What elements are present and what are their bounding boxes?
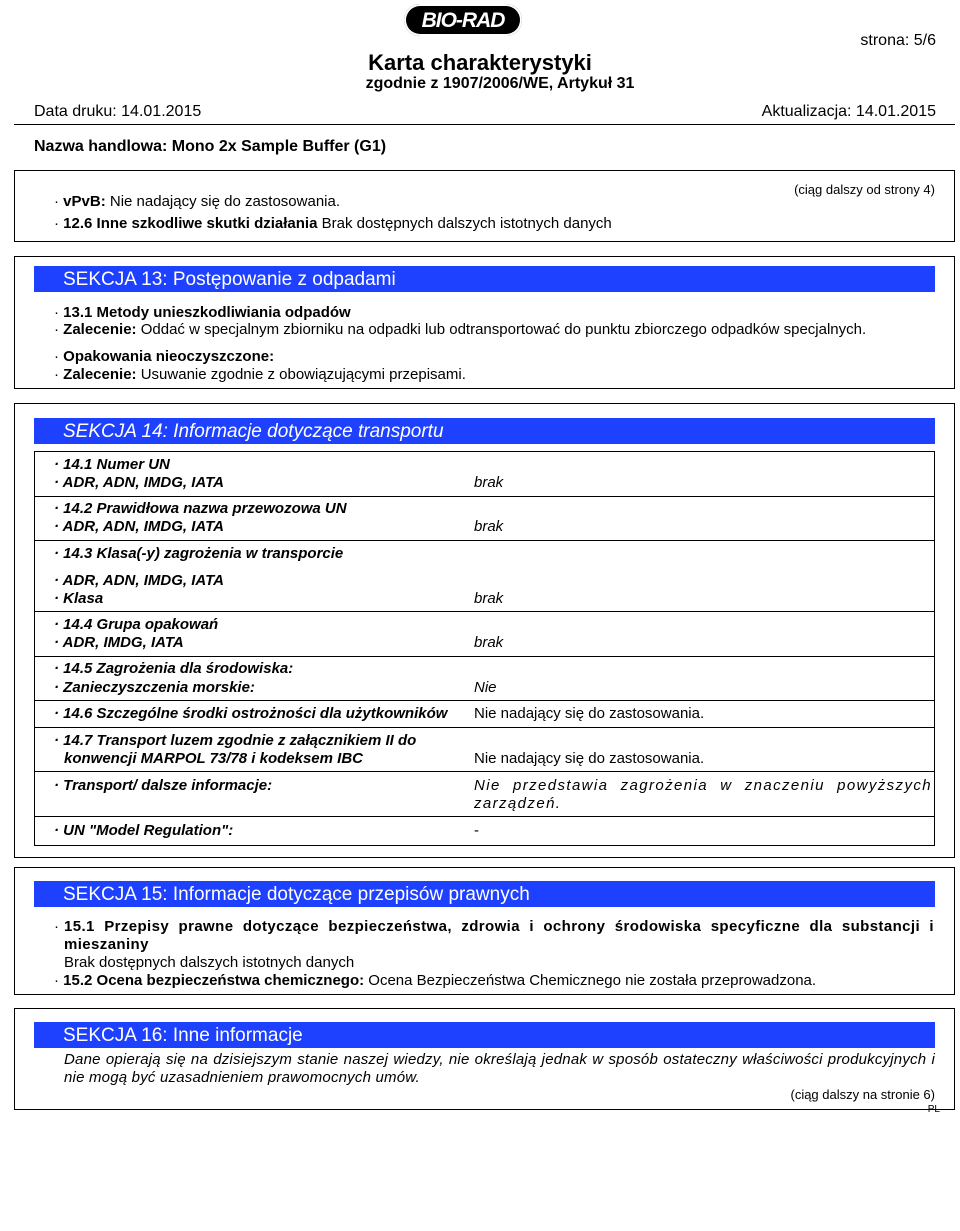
transport-divider — [34, 816, 935, 817]
r147-divider — [34, 771, 935, 772]
pack-label: Opakowania nieoczyszczone: — [63, 348, 275, 365]
r141-title: · 14.1 Numer UN — [54, 456, 170, 473]
continued-to: (ciąg dalszy na stronie 6) — [790, 1087, 935, 1102]
model-label: · UN "Model Regulation": — [54, 822, 234, 839]
page-number: strona: 5/6 — [860, 32, 936, 49]
r142-value: brak — [474, 518, 504, 535]
s126-label: 12.6 Inne szkodliwe skutki działania — [63, 215, 318, 232]
r142-label: · ADR, ADN, IMDG, IATA — [54, 518, 224, 535]
transport-label: · Transport/ dalsze informacje: — [54, 777, 273, 794]
r143-class-label: · Klasa — [54, 590, 104, 607]
s151-value: Brak dostępnych dalszych istotnych danych — [64, 954, 355, 971]
r142-divider — [34, 540, 935, 541]
r141-divider — [34, 496, 935, 497]
language-code: PL — [927, 1104, 940, 1115]
r147-title-2: konwencji MARPOL 73/78 i kodeksem IBC — [64, 750, 363, 767]
r143-class-value: brak — [474, 590, 504, 607]
vpvb-line: · vPvB: Nie nadający się do zastosowania. — [54, 193, 341, 210]
transport-value: Nie przedstawia zagrożenia w znaczeniu powyższych zarządzeń. — [474, 777, 932, 812]
r146-title: · 14.6 Szczególne środki ostrożności dla użytkowników — [54, 705, 448, 722]
section-16-text: Dane opierają się na dzisiejszym stanie naszej wiedzy, nie określają jednak w sposób ostateczny właściwości produkcyjnych i nie mogą być uzasadnieniem prawomocnych umów. — [64, 1051, 935, 1086]
r143-divider — [34, 611, 935, 612]
logo-text: BIO-RAD — [421, 9, 505, 32]
rec2-line: · Zalecenie: Usuwanie zgodnie z obowiązującymi przepisami. — [54, 366, 466, 383]
s152-value: Ocena Bezpieczeństwa Chemicznego nie została przeprowadzona. — [368, 972, 817, 989]
section-13-heading: SEKCJA 13: Postępowanie z odpadami — [34, 266, 935, 292]
model-value: - — [474, 822, 479, 839]
s152-line: · 15.2 Ocena bezpieczeństwa chemicznego: Ocena Bezpieczeństwa Chemicznego nie została przeprowadzona. — [54, 972, 817, 989]
header-divider — [14, 124, 955, 125]
r141-label: · ADR, ADN, IMDG, IATA — [54, 474, 224, 491]
r143-title: · 14.3 Klasa(-y) zagrożenia w transporcie — [54, 545, 344, 562]
pack-line: · Opakowania nieoczyszczone: — [54, 348, 275, 365]
print-date: Data druku: 14.01.2015 — [34, 103, 202, 120]
s151-title: 15.1 Przepisy prawne dotyczące bezpieczeństwa, zdrowia i ochrony środowiska specyficzne dla substancji i mieszaniny — [64, 918, 934, 953]
continued-from: (ciąg dalszy od strony 4) — [794, 182, 935, 197]
section-16-heading: SEKCJA 16: Inne informacje — [34, 1022, 935, 1048]
rec-value: Oddać w specjalnym zbiorniku na odpadki lub odtransportować do punktu zbiorczego odpadków specjalnych. — [140, 321, 867, 338]
s152-label: 15.2 Ocena bezpieczeństwa chemicznego: — [63, 972, 365, 989]
r146-value: Nie nadający się do zastosowania. — [474, 705, 705, 722]
r145-value: Nie — [474, 679, 497, 696]
r144-title: · 14.4 Grupa opakowań — [54, 616, 219, 633]
s131-line: · 13.1 Metody unieszkodliwiania odpadów — [54, 304, 351, 321]
r144-label: · ADR, IMDG, IATA — [54, 634, 184, 651]
document-subtitle: zgodnie z 1907/2006/WE, Artykuł 31 — [365, 75, 635, 92]
trade-name: Nazwa handlowa: Mono 2x Sample Buffer (G1) — [34, 138, 387, 155]
bio-rad-logo — [404, 4, 522, 36]
r145-title: · 14.5 Zagrożenia dla środowiska: — [54, 660, 294, 677]
s151-line: · 15.1 Przepisy prawne dotyczące bezpieczeństwa, zdrowia i ochrony środowiska specyficzne dla substancji i mieszaniny Brak dostępnych dalszych istotnych danych — [54, 918, 934, 971]
section-14-heading: SEKCJA 14: Informacje dotyczące transportu — [34, 418, 935, 444]
s126-line: · 12.6 Inne szkodliwe skutki działania Brak dostępnych dalszych istotnych danych — [54, 215, 612, 232]
r144-divider — [34, 656, 935, 657]
section-15-heading: SEKCJA 15: Informacje dotyczące przepisów prawnych — [34, 881, 935, 907]
r145-divider — [34, 700, 935, 701]
r147-value: Nie nadający się do zastosowania. — [474, 750, 705, 767]
rec2-value: Usuwanie zgodnie z obowiązującymi przepisami. — [140, 366, 466, 383]
update-date: Aktualizacja: 14.01.2015 — [761, 103, 936, 120]
document-title: Karta charakterystyki — [368, 50, 592, 75]
s126-value: Brak dostępnych dalszych istotnych danych — [321, 215, 612, 232]
rec-line: · Zalecenie: Oddać w specjalnym zbiorniku na odpadki lub odtransportować do punktu zbiorczego odpadków specjalnych. — [54, 321, 867, 338]
vpvb-label: vPvB: — [63, 193, 106, 210]
rec-label: Zalecenie: — [63, 321, 137, 338]
vpvb-value: Nie nadający się do zastosowania. — [109, 193, 341, 210]
s131-title: 13.1 Metody unieszkodliwiania odpadów — [63, 304, 351, 321]
r142-title: · 14.2 Prawidłowa nazwa przewozowa UN — [54, 500, 347, 517]
r147-title-1: · 14.7 Transport luzem zgodnie z załącznikiem II do — [54, 732, 417, 749]
r141-value: brak — [474, 474, 504, 491]
r143-label: · ADR, ADN, IMDG, IATA — [54, 572, 224, 589]
rec2-label: Zalecenie: — [63, 366, 137, 383]
r145-label: · Zanieczyszczenia morskie: — [54, 679, 255, 696]
r146-divider — [34, 727, 935, 728]
r144-value: brak — [474, 634, 504, 651]
